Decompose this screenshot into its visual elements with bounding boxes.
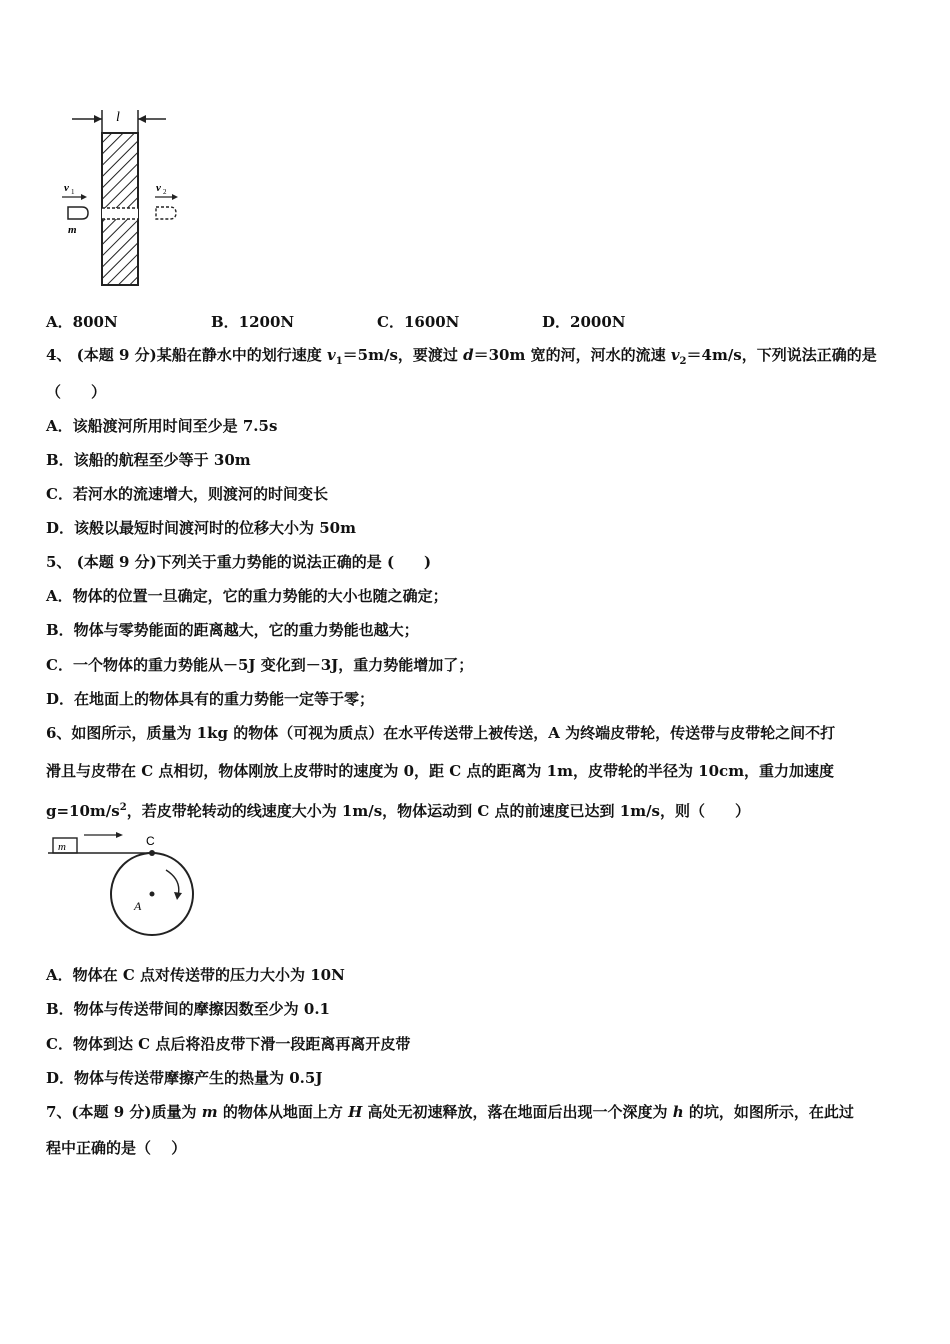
q3-option-b: B．1200N — [211, 313, 295, 331]
label-a: A — [134, 899, 142, 913]
label-v1: v — [64, 182, 69, 194]
q6-option-b: B．物体与传送带间的摩擦因数至少为 0.1 — [46, 1000, 330, 1018]
q6-option-a: A．物体在 C 点对传送带的压力大小为 10N — [46, 966, 345, 984]
q6-option-d: D．物体与传送带摩擦产生的热量为 0.5J — [46, 1069, 323, 1087]
q6-stem-line1: 6、如图所示，质量为 1kg 的物体（可视为质点）在水平传送带上被传送，A 为终端皮带轮，传送带与皮带轮之间不打 — [46, 724, 836, 742]
q4-option-a: A．该船渡河所用时间至少是 7.5s — [46, 417, 278, 435]
q6-stem-line3: $g=10m/s^2$，若皮带轮转动的线速度大小为 1m/s，物体运动到 C 点的前速度已达到 1m/s，则（ ） — [46, 802, 750, 820]
q4-paren: （ ） — [46, 383, 107, 401]
label-v1-sub: 1 — [71, 188, 75, 196]
q5-option-a: A．物体的位置一旦确定，它的重力势能的大小也随之确定； — [46, 587, 448, 605]
q4-option-b: B．该船的航程至少等于 30m — [46, 451, 251, 469]
q4-stem: 4、 (本题 9 分)某船在静水中的划行速度 $v_1=5m/s$，要渡过 d＝30m 宽的河，河水的流速 $v_2=4m/s$，下列说法正确的是 — [46, 346, 877, 367]
q5-option-d: D．在地面上的物体具有的重力势能一定等于零； — [46, 690, 375, 708]
label-l: l — [116, 110, 120, 125]
label-v2-sub: 2 — [163, 188, 167, 196]
label-m: m — [68, 224, 77, 236]
q5-option-b: B．物体与零势能面的距离越大，它的重力势能也越大； — [46, 621, 419, 639]
conveyor-figure — [48, 828, 203, 946]
q3-option-a: A．800N — [46, 313, 118, 331]
label-v2: v — [156, 182, 161, 194]
label-m-box: m — [58, 841, 66, 853]
q3-option-d: D．2000N — [542, 313, 626, 331]
q7-stem-line2: 程中正确的是（ ） — [46, 1139, 187, 1157]
q7-stem-line1: 7、(本题 9 分)质量为 m 的物体从地面上方 H 高处无初速释放，落在地面后出现一个深度为 h 的坑，如图所示，在此过 — [46, 1103, 854, 1121]
label-c: C — [146, 834, 155, 848]
q5-stem: 5、 (本题 9 分)下列关于重力势能的说法正确的是 ( ) — [46, 553, 432, 571]
bullet-block-figure — [60, 105, 190, 290]
q4-option-d: D．该般以最短时间渡河时的位移大小为 50m — [46, 519, 356, 537]
q5-option-c: C．一个物体的重力势能从－5J 变化到－3J，重力势能增加了； — [46, 656, 474, 674]
q4-option-c: C．若河水的流速增大，则渡河的时间变长 — [46, 485, 328, 503]
q3-option-c: C．1600N — [377, 313, 460, 331]
q6-stem-line2: 滑且与皮带在 C 点相切，物体刚放上皮带时的速度为 0，距 C 点的距离为 1m，皮带轮的半径为 10cm，重力加速度 — [46, 762, 835, 780]
q6-option-c: C．物体到达 C 点后将沿皮带下滑一段距离再离开皮带 — [46, 1035, 411, 1053]
